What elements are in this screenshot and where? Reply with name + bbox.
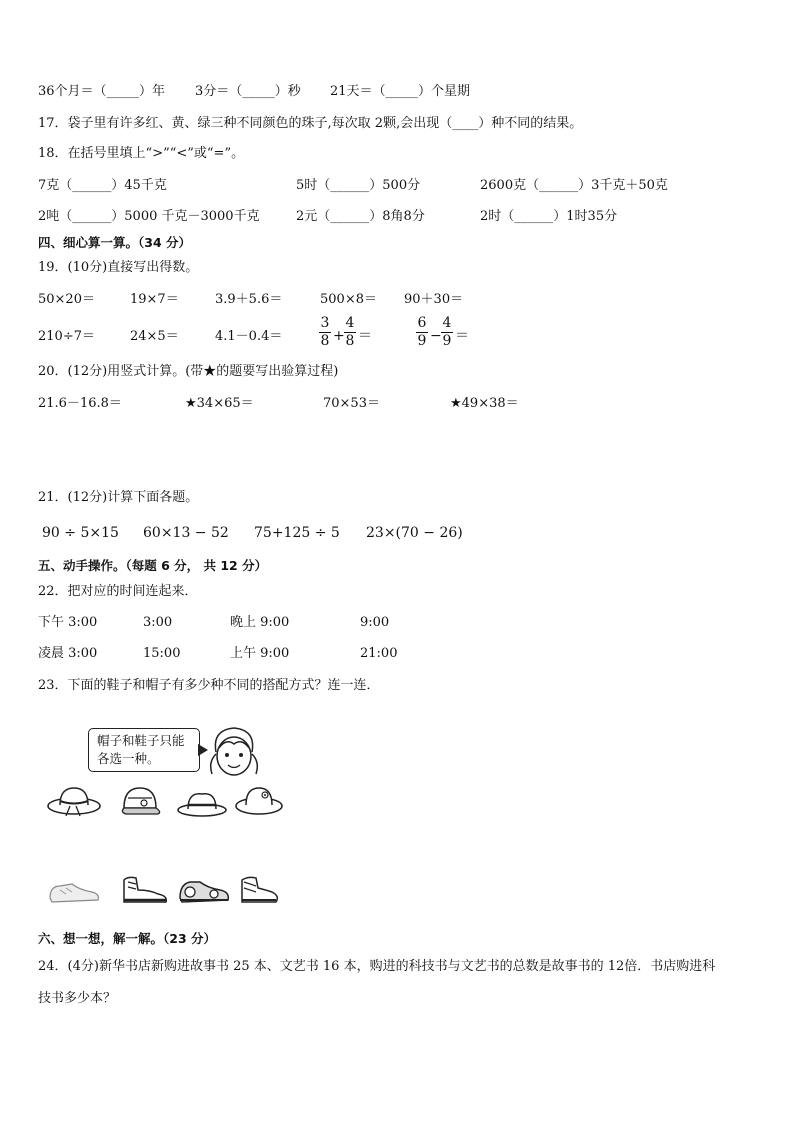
q19-frac1-op: + <box>333 328 345 344</box>
q22-r1-1: 下午 3:00 <box>38 615 98 630</box>
cap-icon <box>118 784 162 818</box>
q16-part-c: 21天＝（_____）个星期 <box>330 84 471 99</box>
q22-title: 22．把对应的时间连起来． <box>38 584 198 599</box>
q19-title: 19．(10分)直接写出得数。 <box>38 260 199 275</box>
q18-r1-c: 2600克（______）3千克＋50克 <box>480 178 668 193</box>
q18-r2-a: 2吨（______）5000 千克－3000千克 <box>38 209 260 224</box>
boot-shoe-icon <box>118 872 172 906</box>
q22-r2-2: 15:00 <box>143 646 181 661</box>
q22-r1-3: 晚上 9:00 <box>230 615 290 630</box>
q19-frac2-eq: ＝ <box>455 328 469 344</box>
section-4-title: 四、细心算一算。（34 分） <box>38 235 191 250</box>
q19-r2-2: 24×5＝ <box>130 329 179 344</box>
speech-bubble-line-2: 各选一种。 <box>97 751 160 766</box>
speech-bubble <box>88 728 200 772</box>
q21-item-2: 60×13 − 52 <box>143 525 229 541</box>
q19-frac1-right: 4 8 <box>345 315 355 349</box>
q22-r2-1: 凌晨 3:00 <box>38 646 98 661</box>
q19-r1-1: 50×20＝ <box>38 292 95 307</box>
q16-part-a: 36个月＝（_____）年 <box>38 84 166 99</box>
q18-r1-b: 5时（______）500分 <box>296 178 421 193</box>
girl-face-icon <box>206 724 262 782</box>
q21-item-3: 75+125 ÷ 5 <box>254 525 340 541</box>
q20-item-4: ★49×38＝ <box>450 396 519 411</box>
q22-r2-4: 21:00 <box>360 646 398 661</box>
q22-r1-2: 3:00 <box>143 615 173 630</box>
high-top-shoe-icon <box>236 872 280 906</box>
q21-item-1: 90 ÷ 5×15 <box>42 525 119 541</box>
q22-r1-4: 9:00 <box>360 615 390 630</box>
sneaker-shoe-icon <box>46 878 102 906</box>
q19-r2-3: 4.1－0.4＝ <box>215 329 283 344</box>
flower-hat-icon <box>234 784 284 818</box>
sport-shoe-icon <box>176 874 232 906</box>
q22-r2-3: 上午 9:00 <box>230 646 290 661</box>
q18-r2-c: 2时（______）1时35分 <box>480 209 618 224</box>
q19-r2-1: 210÷7＝ <box>38 329 95 344</box>
q16-part-b: 3分＝（_____）秒 <box>195 84 301 99</box>
q18-r1-a: 7克（______）45千克 <box>38 178 167 193</box>
section-5-title: 五、动手操作。（每题 6 分， 共 12 分） <box>38 558 268 573</box>
q20-item-2: ★34×65＝ <box>185 396 254 411</box>
q18-title: 18．在括号里填上“>”“<”或“=”。 <box>38 146 245 161</box>
q18-r2-b: 2元（______）8角8分 <box>296 209 425 224</box>
fedora-hat-icon <box>176 788 228 818</box>
section-6-title: 六、想一想，解一解。（23 分） <box>38 931 216 946</box>
q20-item-3: 70×53＝ <box>323 396 380 411</box>
q19-frac2-right: 4 9 <box>442 315 452 349</box>
q21-item-4: 23×(70 − 26) <box>366 525 463 541</box>
q19-r1-5: 90＋30＝ <box>404 292 464 307</box>
q19-frac2-left: 6 9 <box>417 315 427 349</box>
q17-text: 17．袋子里有许多红、黄、绿三种不同颜色的珠子,每次取 2颗,会出现（____）种不同的结果。 <box>38 116 583 131</box>
q19-r1-4: 500×8＝ <box>320 292 377 307</box>
q24-line-1: 24．(4分)新华书店新购进故事书 25 本、文艺书 16 本，购进的科技书与文艺书的总数是故事书的 12倍．书店购进科 <box>38 959 716 974</box>
q19-r1-3: 3.9＋5.6＝ <box>215 292 283 307</box>
q19-r1-2: 19×7＝ <box>130 292 179 307</box>
q21-title: 21．(12分)计算下面各题。 <box>38 490 199 505</box>
q19-frac1-left: 3 8 <box>320 315 330 349</box>
q19-frac2-op: − <box>430 328 442 344</box>
sun-hat-icon <box>46 784 102 820</box>
q23-title: 23．下面的鞋子和帽子有多少种不同的搭配方式？连一连． <box>38 678 380 693</box>
speech-bubble-line-1: 帽子和鞋子只能 <box>97 733 185 748</box>
q20-item-1: 21.6－16.8＝ <box>38 396 122 411</box>
q19-frac1-eq: ＝ <box>358 328 372 344</box>
q20-title: 20．(12分)用竖式计算。(带★的题要写出验算过程) <box>38 364 339 379</box>
q24-line-2: 技书多少本？ <box>38 991 117 1006</box>
